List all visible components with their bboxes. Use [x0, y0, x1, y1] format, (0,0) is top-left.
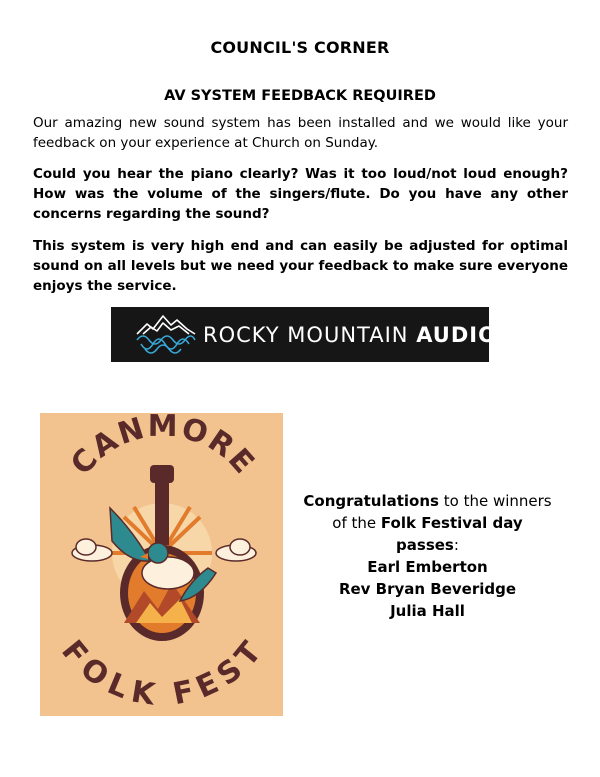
logo-text: ROCKY MOUNTAIN AUDIO: [203, 323, 497, 347]
congratulations-text: Congratulations to the winners of the Folk Festival day passes:: [303, 492, 552, 554]
winner-name: Earl Emberton: [367, 558, 488, 576]
rocky-mountain-audio-logo: [111, 307, 497, 362]
winners-list: [300, 556, 555, 622]
system-paragraph: This system is very high end and can easily be adjusted for optimal sound on all levels but we need your feedback to make sure everyone enjoys the service.: [33, 238, 568, 294]
canmore-folk-fest-poster: [40, 413, 283, 716]
poster-title-top: CANMORE: [64, 413, 262, 482]
winner-name: Julia Hall: [390, 602, 465, 620]
intro-paragraph: Our amazing new sound system has been installed and we would like your feedback on your experience at Church on Sunday.: [33, 115, 568, 151]
winner-name: Rev Bryan Beveridge: [338, 580, 517, 598]
section-heading: AV SYSTEM FEEDBACK REQUIRED: [164, 88, 436, 104]
poster-title-bottom: FOLK FEST: [54, 633, 270, 713]
folk-fest-artwork: [40, 413, 283, 716]
questions-paragraph: Could you hear the piano clearly? Was it too loud/not loud enough? How was the volume of the singers/flute. Do you have any other concerns regarding the sound?: [33, 166, 568, 222]
page-title: COUNCIL'S CORNER: [210, 38, 390, 57]
mountain-wave-icon: [135, 310, 197, 360]
